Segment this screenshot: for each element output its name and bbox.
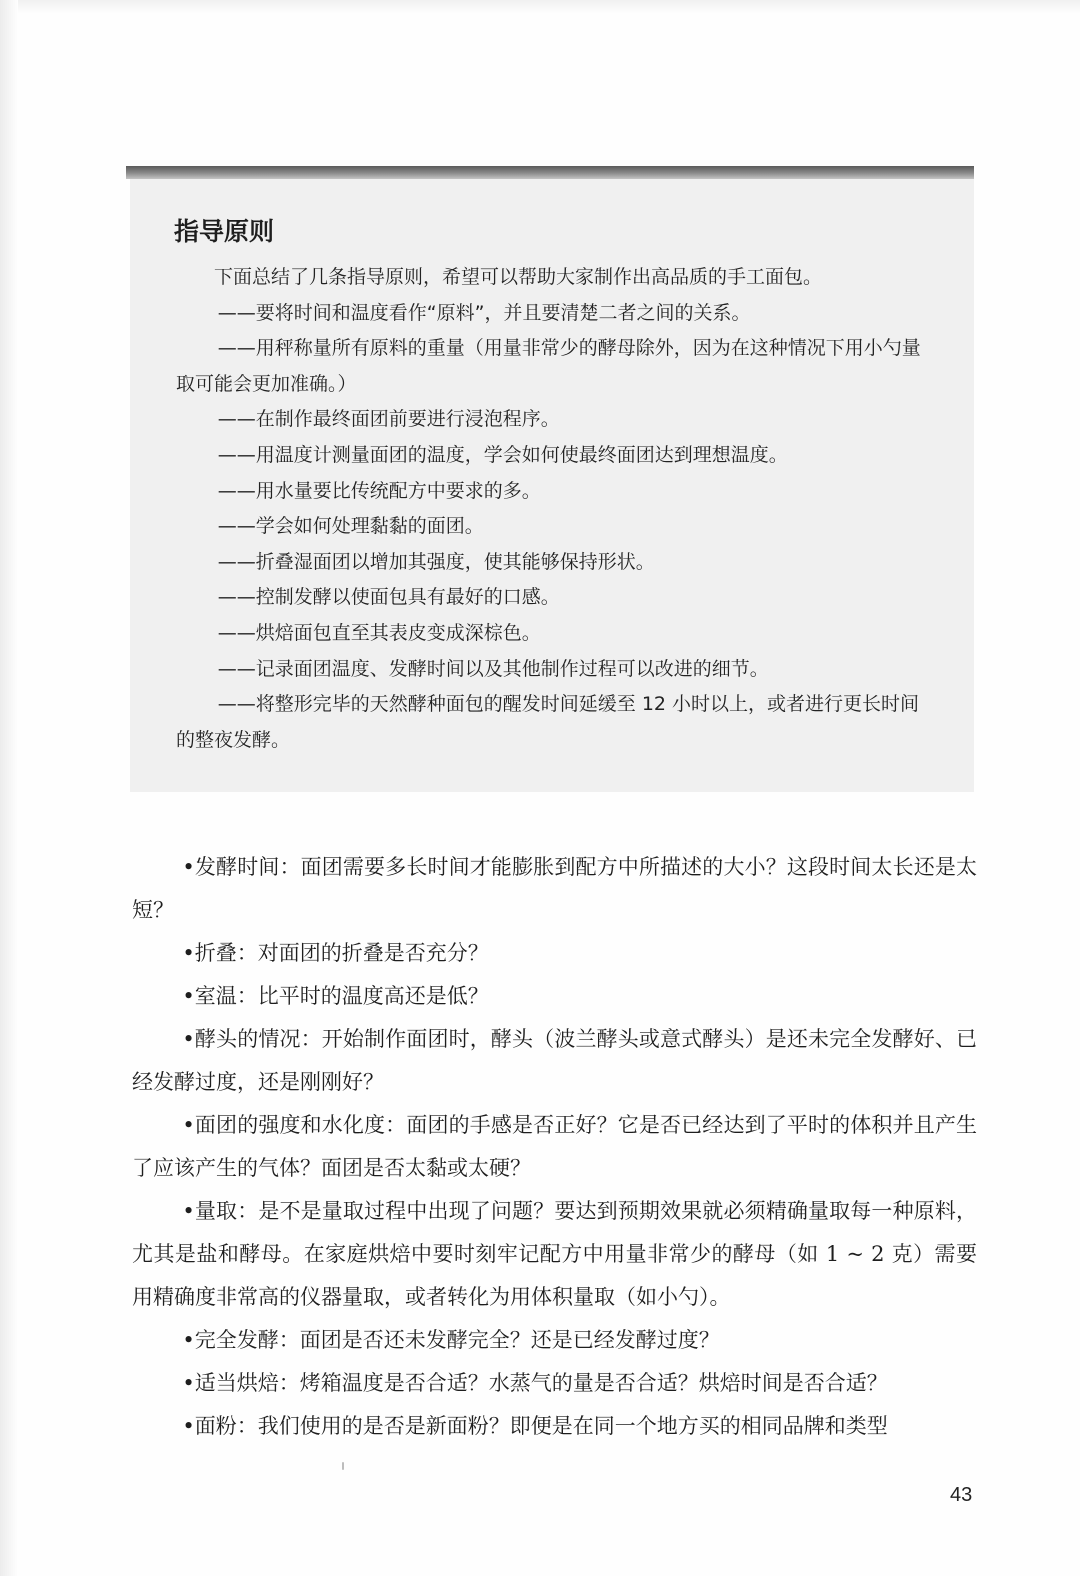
page-top-shadow [0, 0, 1080, 14]
sidebar-intro: 下面总结了几条指导原则，希望可以帮助大家制作出高品质的手工面包。 [214, 266, 823, 288]
guideline-item: ——用水量要比传统配方中要求的多。 [217, 479, 541, 502]
checklist-paragraph: •完全发酵：面团是否还未发酵完全？还是已经发酵过度？ [182, 1328, 720, 1352]
guideline-item: ——记录面团温度、发酵时间以及其他制作过程可以改进的细节。 [217, 657, 769, 680]
guideline-item: ——折叠湿面团以增加其强度，使其能够保持形状。 [217, 550, 655, 573]
guideline-item: ——将整形完毕的天然酵种面包的醒发时间延缓至 12 小时以上，或者进行更长时间的整夜发酵。 [176, 693, 920, 751]
body-text [132, 846, 977, 1448]
checklist-paragraph: •室温：比平时的温度高还是低？ [182, 984, 489, 1008]
guideline-item: ——学会如何处理黏黏的面团。 [217, 515, 484, 538]
checklist-paragraph: •量取：是不是量取过程中出现了问题？要达到预期效果就必须精确量取每一种原料，尤其是盐和酵母。在家庭烘焙中要时刻牢记配方中用量非常少的酵母（如 1 ~ 2 克）需要用精确度非常高的仪器量取，或者转化为用体积量取（如小勺）。 [132, 1199, 977, 1309]
checklist-paragraph: •酵头的情况：开始制作面团时，酵头（波兰酵头或意式酵头）是还未完全发酵好、已经发酵过度，还是刚刚好？ [132, 1027, 977, 1094]
checklist-paragraph: •折叠：对面团的折叠是否充分？ [182, 941, 489, 965]
guideline-item: ——要将时间和温度看作“原料”，并且要清楚二者之间的关系。 [217, 301, 751, 324]
page-number: 43 [950, 1484, 973, 1506]
checklist-paragraph: •适当烘焙：烤箱温度是否合适？水蒸气的量是否合适？烘焙时间是否合适？ [182, 1371, 888, 1395]
sidebar-text [176, 260, 932, 758]
checklist-paragraph: •面粉：我们使用的是否是新面粉？即便是在同一个地方买的相同品牌和类型 [182, 1414, 888, 1438]
checklist-paragraph: •发酵时间：面团需要多长时间才能膨胀到配方中所描述的大小？这段时间太长还是太短？ [132, 855, 977, 922]
sidebar-title: 指导原则 [174, 217, 275, 246]
page-gutter-shadow [0, 0, 18, 1576]
guideline-item: ——用秤称量所有原料的重量（用量非常少的酵母除外，因为在这种情况下用小勺量取可能会更加准确。） [176, 337, 921, 395]
guideline-item: ——烘焙面包直至其表皮变成深棕色。 [217, 621, 541, 644]
checklist-paragraph: •面团的强度和水化度：面团的手感是否正好？它是否已经达到了平时的体积并且产生了应该产生的气体？面团是否太黏或太硬？ [132, 1113, 977, 1180]
sidebar-top-rule [126, 166, 974, 179]
guideline-item: ——控制发酵以使面包具有最好的口感。 [217, 586, 560, 609]
guideline-item: ——用温度计测量面团的温度，学会如何使最终面团达到理想温度。 [217, 443, 788, 466]
scan-speck [342, 1462, 344, 1470]
guideline-item: ——在制作最终面团前要进行浸泡程序。 [217, 408, 560, 431]
